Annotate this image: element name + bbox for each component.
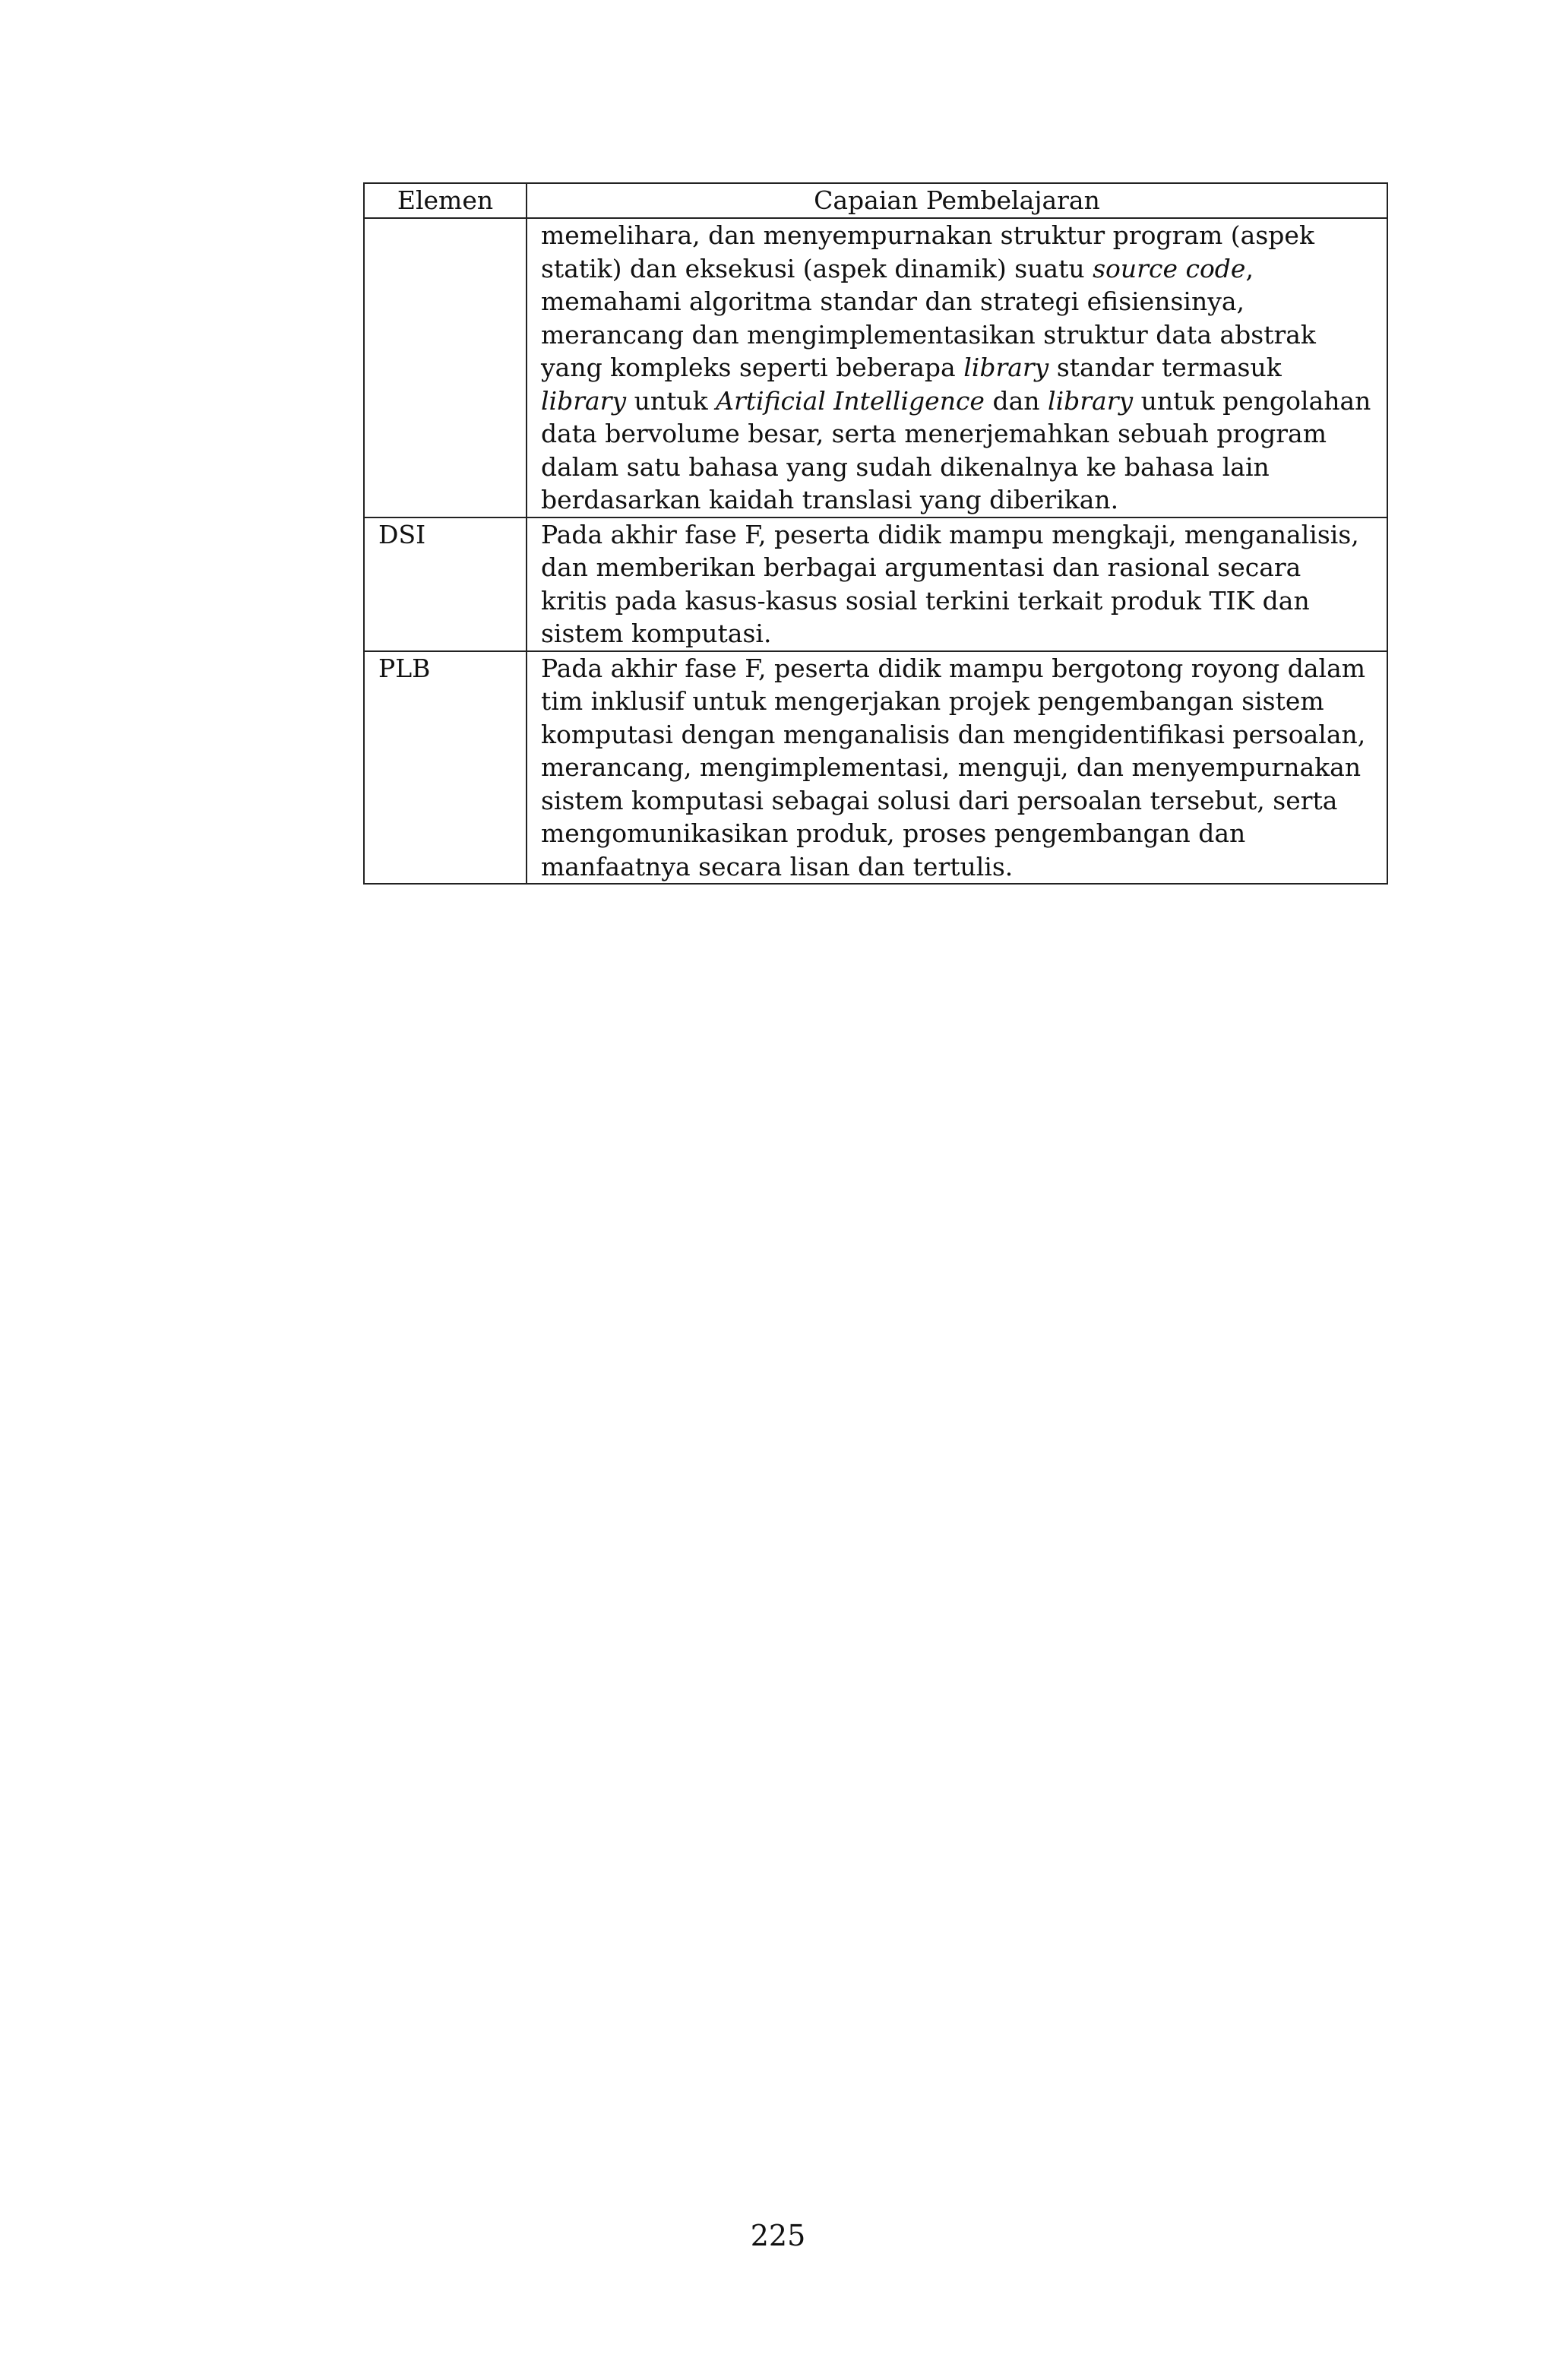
table-body — [364, 218, 1387, 884]
page-number: 225 — [750, 2219, 806, 2252]
capaian-cell — [527, 218, 1387, 517]
text-segment: standar termasuk — [1048, 353, 1282, 382]
text-segment: dan — [984, 385, 1048, 416]
italic-term: library — [1048, 385, 1134, 416]
text-segment: memelihara, dan menyempurnakan struktur program (aspek statik) dan eksekusi (aspek dinamik) suatu — [541, 220, 1314, 283]
text-segment: untuk pengolahan data bervolume besar, serta menerjemahkan sebuah program dalam satu bahasa yang sudah dikenalnya ke bahasa lain berdasarkan kaidah translasi yang diberikan. — [541, 385, 1371, 514]
capaian-cell — [527, 651, 1387, 885]
table-row — [364, 651, 1387, 885]
italic-term: Artificial Intelligence — [716, 385, 985, 416]
italic-term: source code — [1093, 253, 1246, 283]
italic-term: library — [541, 385, 627, 416]
table-row — [364, 517, 1387, 651]
capaian-table — [363, 182, 1388, 885]
text-segment: Pada akhir fase F, peserta didik mampu bergotong royong dalam tim inklusif untuk mengerjakan projek pengembangan sistem komputasi dengan menganalisis dan mengidentifikasi persoalan, merancang, mengimplementasi, menguji, dan menyempurnakan sistem komputasi sebagai solusi dari persoalan tersebut, serta mengomunikasikan produk, proses pengembangan dan manfaatnya secara lisan dan tertulis. — [541, 653, 1366, 881]
elemen-cell — [364, 218, 527, 517]
capaian-cell — [527, 517, 1387, 651]
text-segment: , memahami algoritma standar dan strategi efisiensinya, merancang dan mengimplementasikan struktur data abstrak yang kompleks seperti beberapa — [541, 253, 1316, 382]
elemen-cell: PLB — [364, 651, 527, 885]
text-segment: Pada akhir fase F, peserta didik mampu mengkaji, menganalisis, dan memberikan berbagai argumentasi dan rasional secara kritis pada kasus-kasus sosial terkini terkait produk TIK dan sistem komputasi. — [541, 519, 1359, 648]
header-elemen: Elemen — [364, 183, 527, 218]
header-capaian: Capaian Pembelajaran — [527, 183, 1387, 218]
table-row — [364, 218, 1387, 517]
elemen-cell: DSI — [364, 517, 527, 651]
text-segment: untuk — [626, 385, 716, 416]
italic-term: library — [963, 353, 1049, 382]
table-header-row — [364, 183, 1387, 218]
